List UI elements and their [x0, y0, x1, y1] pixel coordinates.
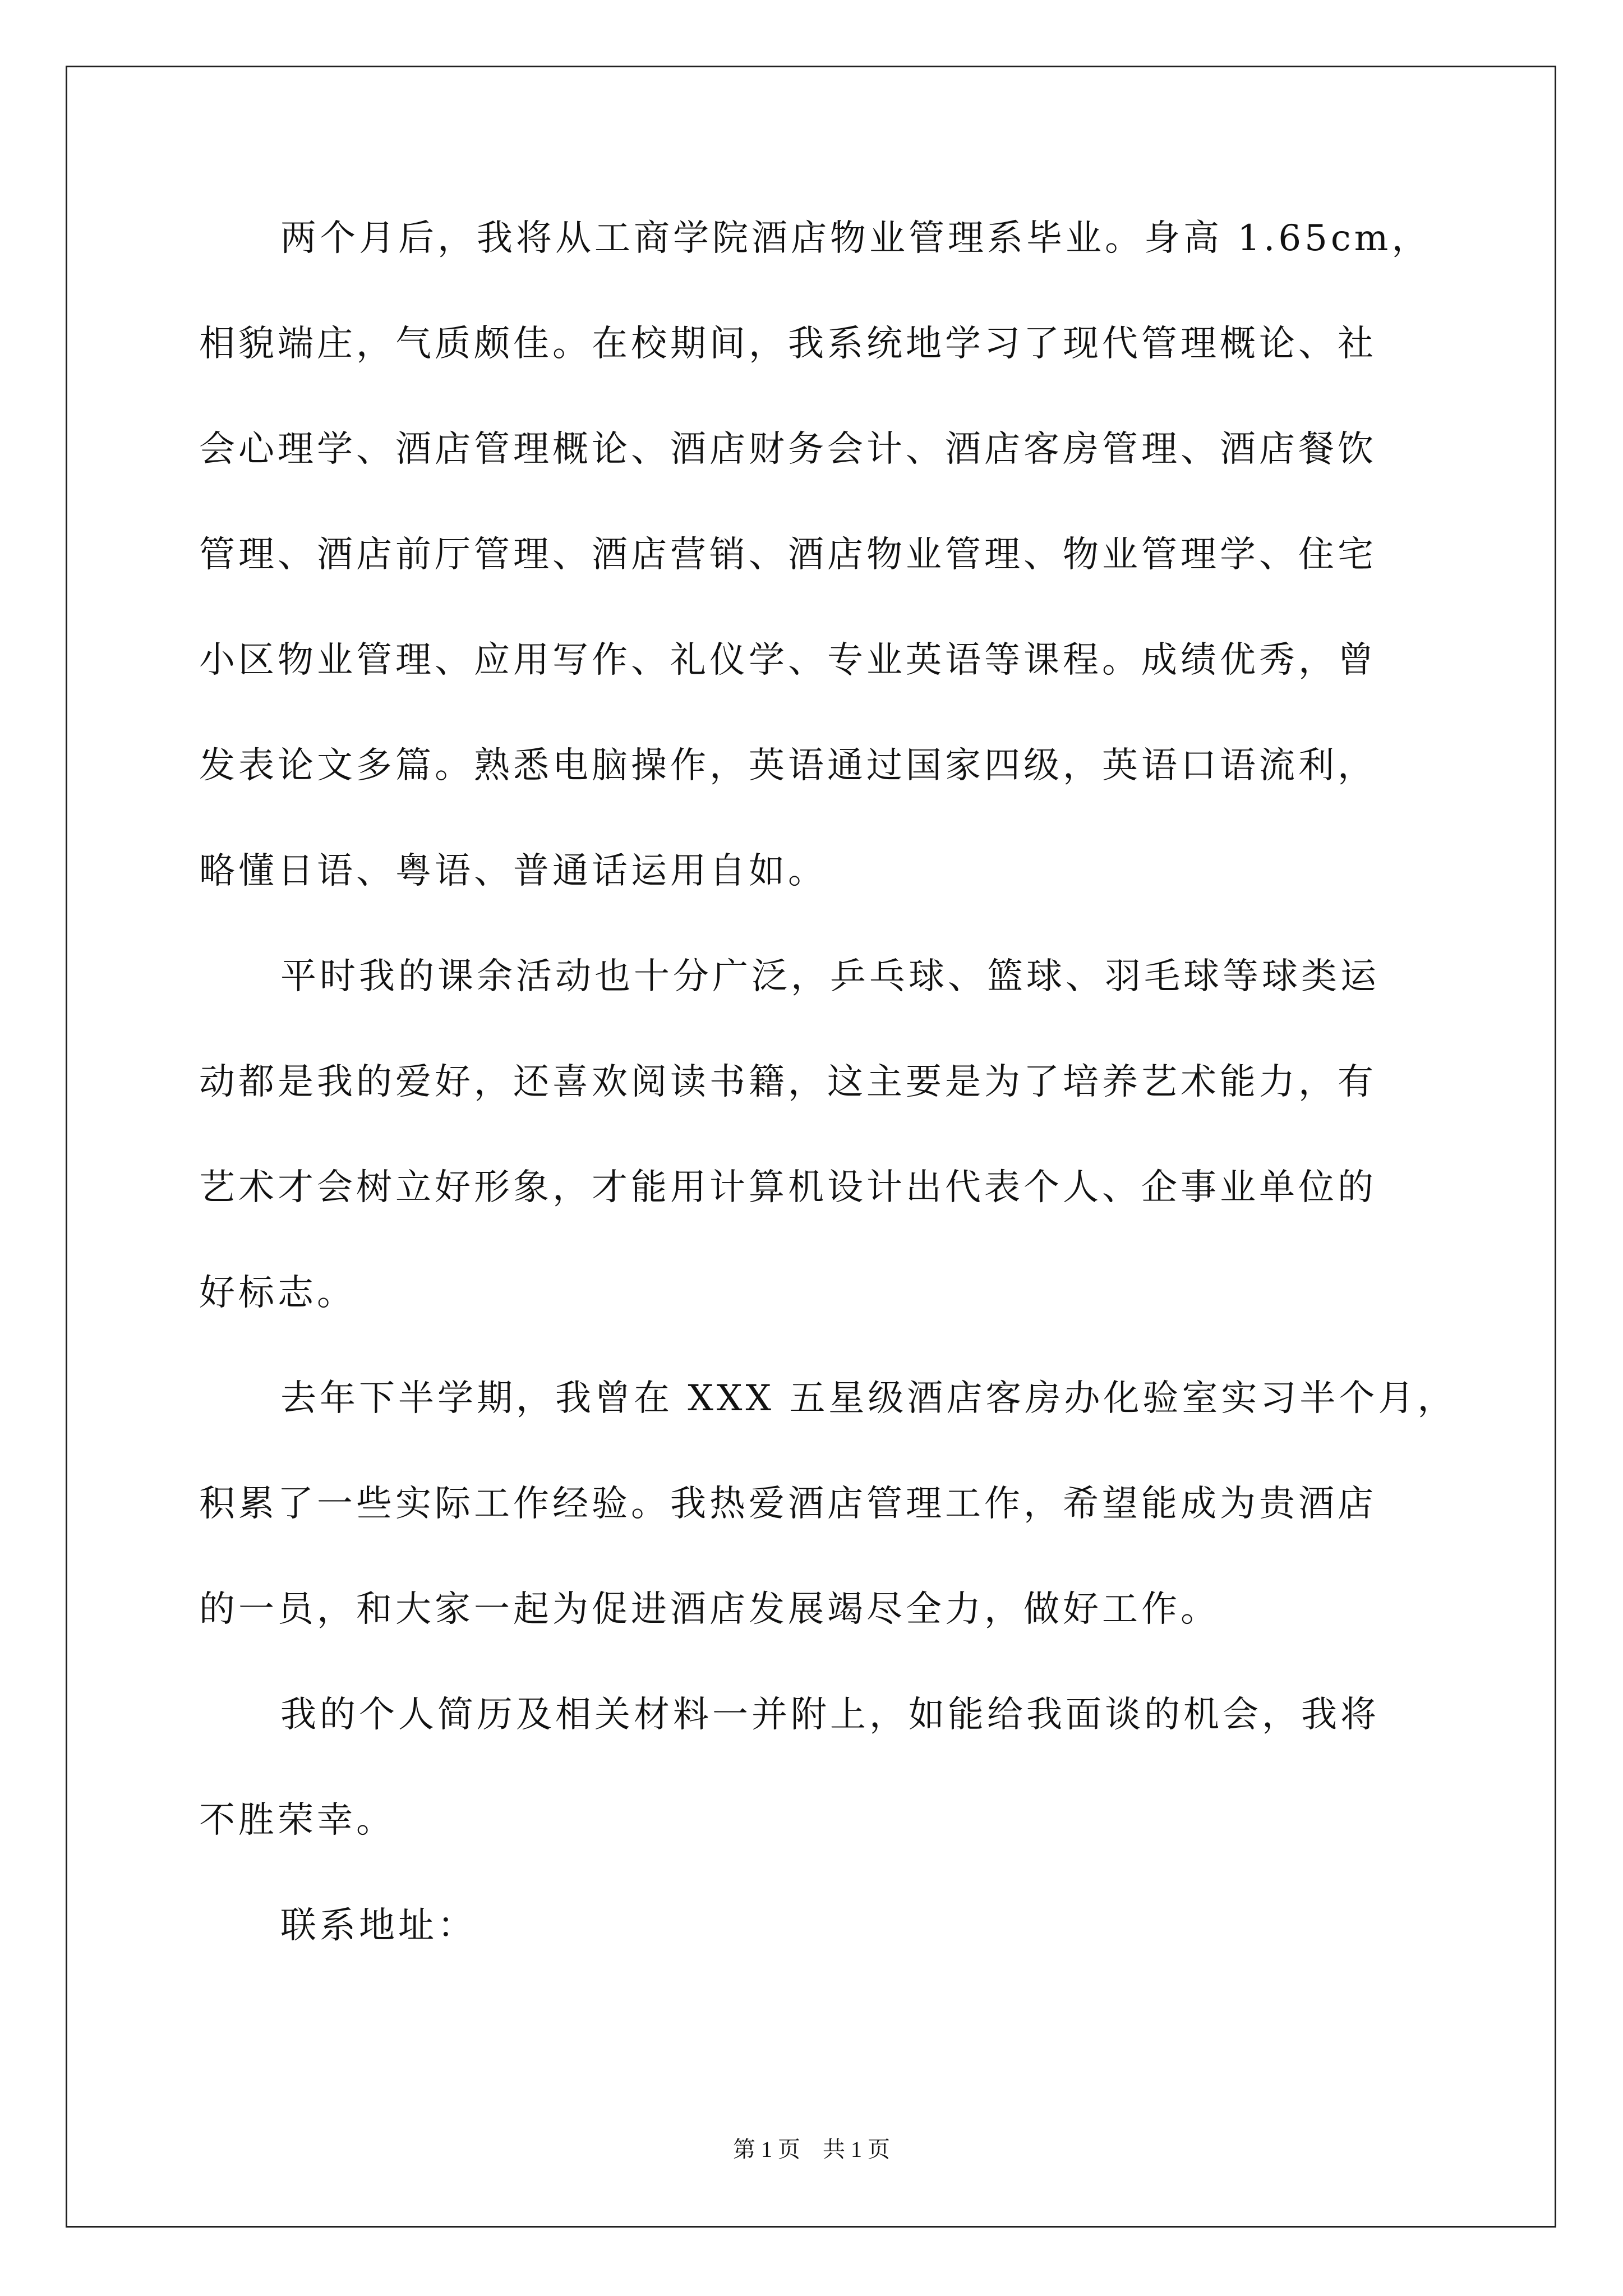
text-line: 联系地址： — [280, 1905, 477, 1947]
text-line: 不胜荣幸。 — [199, 1800, 395, 1841]
text-line: 小区物业管理、应用写作、礼仪学、专业英语等课程。成绩优秀，曾 — [199, 639, 1377, 681]
text-line: 动都是我的爱好，还喜欢阅读书籍，这主要是为了培养艺术能力，有 — [199, 1061, 1377, 1103]
text-line: 我的个人简历及相关材料一并附上，如能给我面谈的机会，我将 — [280, 1694, 1380, 1736]
page-number-footer: 第 1 页 共 1 页 — [733, 2137, 890, 2162]
text-line: 发表论文多篇。熟悉电脑操作，英语通过国家四级，英语口语流利， — [199, 745, 1377, 786]
text-line: 相貌端庄，气质颇佳。在校期间，我系统地学习了现代管理概论、社 — [199, 323, 1377, 365]
text-line: 艺术才会树立好形象，才能用计算机设计出代表个人、企事业单位的 — [199, 1167, 1377, 1208]
text-line: 两个月后，我将从工商学院酒店物业管理系毕业。身高 1.65cm， — [280, 218, 1431, 259]
text-line: 会心理学、酒店管理概论、酒店财务会计、酒店客房管理、酒店餐饮 — [199, 429, 1377, 470]
text-line: 略懂日语、粤语、普通话运用自如。 — [199, 850, 827, 892]
text-line: 好标志。 — [199, 1272, 356, 1314]
text-line: 管理、酒店前厅管理、酒店营销、酒店物业管理、物业管理学、住宅 — [199, 534, 1377, 576]
text-line: 平时我的课余活动也十分广泛，乒乓球、篮球、羽毛球等球类运 — [280, 956, 1380, 997]
text-line: 积累了一些实际工作经验。我热爱酒店管理工作，希望能成为贵酒店 — [199, 1483, 1377, 1525]
text-line: 的一员，和大家一起为促进酒店发展竭尽全力，做好工作。 — [199, 1589, 1220, 1630]
text-line: 去年下半学期，我曾在 XXX 五星级酒店客房办化验室实习半个月， — [280, 1378, 1457, 1419]
